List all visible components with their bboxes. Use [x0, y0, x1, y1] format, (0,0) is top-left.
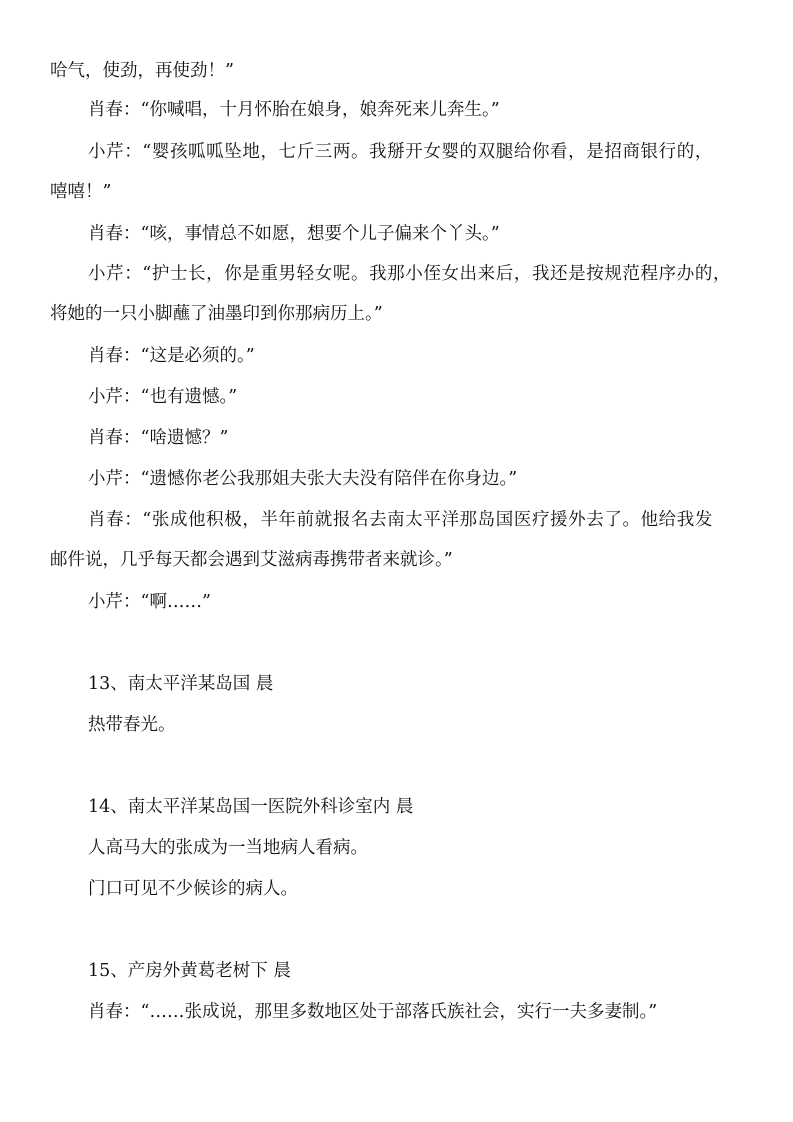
text-line: 邮件说，几乎每天都会遇到艾滋病毒携带者来就诊。” — [50, 550, 453, 570]
scene-heading: 14、南太平洋某岛国一医院外科诊室内 晨 — [88, 797, 414, 817]
text-line: 将她的一只小脚蘸了油墨印到你那病历上。” — [50, 304, 383, 324]
dialogue-line: 肖春：“这是必须的。” — [88, 346, 255, 366]
scene-heading: 15、产房外黄葛老树下 晨 — [88, 961, 291, 981]
scene-description: 热带春光。 — [88, 715, 176, 735]
dialogue-line: 小芹：“婴孩呱呱坠地，七斤三两。我掰开女婴的双腿给你看，是招商银行的， — [88, 142, 713, 162]
dialogue-line: 肖春：“啥遗憾？” — [88, 428, 229, 448]
text-line: 嘻嘻！” — [50, 182, 112, 202]
dialogue-line: 肖春：“咳，事情总不如愿，想要个儿子偏来个丫头。” — [88, 224, 500, 244]
scene-heading: 13、南太平洋某岛国 晨 — [88, 674, 274, 694]
dialogue-line: 肖春：“……张成说，那里多数地区处于部落氏族社会，实行一夫多妻制。” — [88, 1002, 658, 1022]
scene-description: 门口可见不少候诊的病人。 — [88, 879, 298, 899]
dialogue-line: 肖春：“你喊唱，十月怀胎在娘身，娘奔死来儿奔生。” — [88, 100, 500, 120]
dialogue-line: 小芹：“啊……” — [88, 592, 211, 612]
scene-description: 人高马大的张成为一当地病人看病。 — [88, 838, 368, 858]
dialogue-line: 小芹：“也有遗憾。” — [88, 387, 238, 407]
dialogue-line: 肖春：“张成他积极，半年前就报名去南太平洋那岛国医疗援外去了。他给我发 — [88, 510, 713, 530]
dialogue-line: 小芹：“遗憾你老公我那姐夫张大夫没有陪伴在你身边。” — [88, 469, 518, 489]
text-line: 哈气，使劲，再使劲！” — [50, 61, 234, 81]
dialogue-line: 小芹：“护士长，你是重男轻女呢。我那小侄女出来后，我还是按规范程序办的， — [88, 264, 732, 284]
